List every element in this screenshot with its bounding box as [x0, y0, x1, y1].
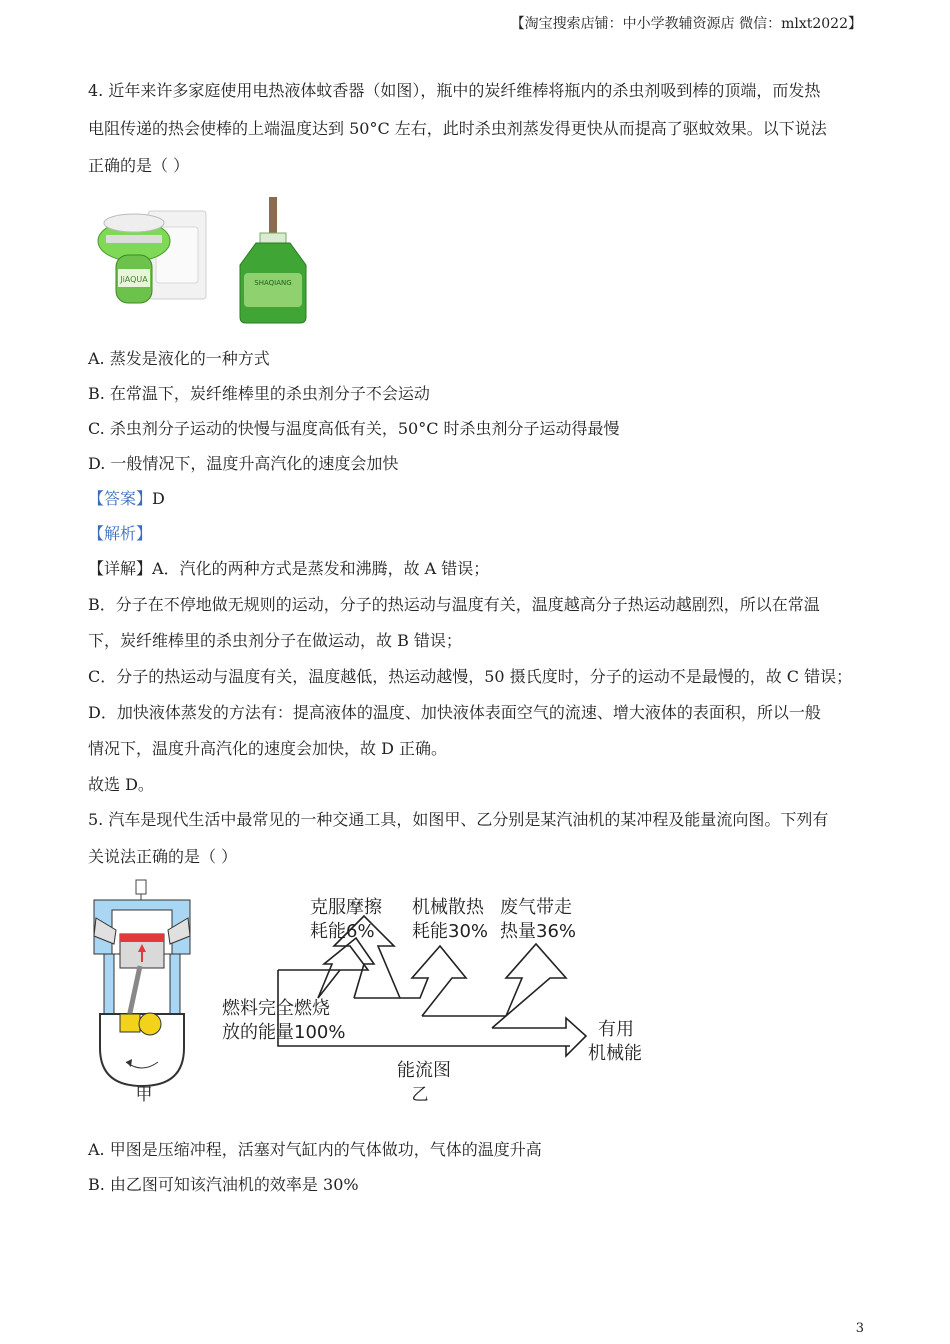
detail-label: 【详解】 [88, 559, 153, 578]
loss-exhaust-line1: 废气带走 [500, 897, 572, 918]
mosquito-repellent-image [96, 193, 316, 327]
q4-stem-line-1: 4. 近年来许多家庭使用电热液体蚊香器（如图），瓶中的炭纤维棒将瓶内的杀虫剂吸到棒的顶端，而发热 [88, 81, 821, 100]
bottle-brand-text: SHAQIANG [254, 279, 292, 287]
q4-option-d: D. 一般情况下，温度升高汽化的速度会加快 [88, 454, 399, 473]
input-label-line1: 燃料完全燃烧 [222, 998, 330, 1019]
loss-friction-line1: 克服摩擦 [310, 897, 382, 918]
loss-exhaust-line2: 热量36% [500, 921, 577, 942]
q4-option-b: B. 在常温下，炭纤维棒里的杀虫剂分子不会运动 [88, 384, 430, 403]
detail-line-4: C．分子的热运动与温度有关，温度越低，热运动越慢，50 摄氏度时，分子的运动不是最慢的，故 C 错误； [88, 667, 853, 686]
detail-line-1 [88, 559, 489, 579]
q5-option-a: A. 甲图是压缩冲程，活塞对气缸内的气体做功，气体的温度升高 [88, 1140, 542, 1159]
detail-line-5: D．加快液体蒸发的方法有：提高液体的温度、加快液体表面空气的流速、增大液体的表面积，所以一般 [88, 703, 821, 722]
loss-heat-line1: 机械散热 [412, 897, 484, 918]
energy-flow-diagram [214, 888, 664, 1108]
detail-line-7: 故选 D。 [88, 775, 154, 794]
loss-friction-line2: 耗能6% [310, 921, 375, 942]
engine-stroke-figure [86, 878, 206, 1110]
page-number: 3 [855, 1321, 864, 1336]
q5-stem-line-1: 5. 汽车是现代生活中最常见的一种交通工具，如图甲、乙分别是某汽油机的某冲程及能量流向图。下列有 [88, 810, 829, 829]
output-label-line1: 有用 [598, 1019, 634, 1040]
heat-dissipation-arrow [354, 946, 466, 1016]
detail-text-a: A．汽化的两种方式是蒸发和沸腾，故 A 错误； [152, 559, 490, 578]
analysis-label: 【解析】 [88, 524, 153, 543]
detail-line-2: B．分子在不停地做无规则的运动，分子的热运动与温度有关，温度越高分子热运动越剧烈，所以在常温 [88, 595, 820, 614]
answer-value: D [152, 489, 165, 508]
figure-yi-label: 乙 [411, 1085, 429, 1105]
loss-heat-line2: 耗能30% [412, 921, 489, 942]
input-label-line2: 放的能量100% [222, 1022, 346, 1043]
figure-jia-label: 甲 [135, 1085, 153, 1105]
crankshaft [139, 1013, 161, 1035]
answer-line [88, 489, 165, 509]
exhaust-loss-arrow [422, 944, 566, 1028]
detail-line-6: 情况下，温度升高汽化的速度会加快，故 D 正确。 [88, 739, 448, 758]
q5-stem-line-2: 关说法正确的是（ ） [88, 847, 238, 866]
page-header: 【淘宝搜索店铺：中小学教辅资源店 微信：mlxt2022】 [510, 16, 862, 32]
answer-label: 【答案】 [88, 489, 153, 508]
detail-line-3: 下，炭纤维棒里的杀虫剂分子在做运动，故 B 错误； [88, 631, 462, 650]
q4-option-a: A. 蒸发是液化的一种方式 [88, 349, 270, 368]
output-label-line2: 机械能 [588, 1043, 642, 1064]
device-brand-text: JiAQUA [120, 275, 148, 284]
q4-stem-line-3: 正确的是（ ） [88, 156, 190, 175]
spark-plug [136, 880, 146, 894]
q4-option-c: C. 杀虫剂分子运动的快慢与温度高低有关，50°C 时杀虫剂分子运动得最慢 [88, 419, 620, 438]
useful-energy-arrow [492, 1018, 586, 1056]
q4-stem-line-2: 电阻传递的热会使棒的上端温度达到 50°C 左右，此时杀虫剂蒸发得更快从而提高了驱蚊效果。以下说法 [88, 119, 827, 138]
q5-option-b: B. 由乙图可知该汽油机的效率是 30% [88, 1175, 359, 1194]
diagram-title: 能流图 [397, 1060, 451, 1081]
